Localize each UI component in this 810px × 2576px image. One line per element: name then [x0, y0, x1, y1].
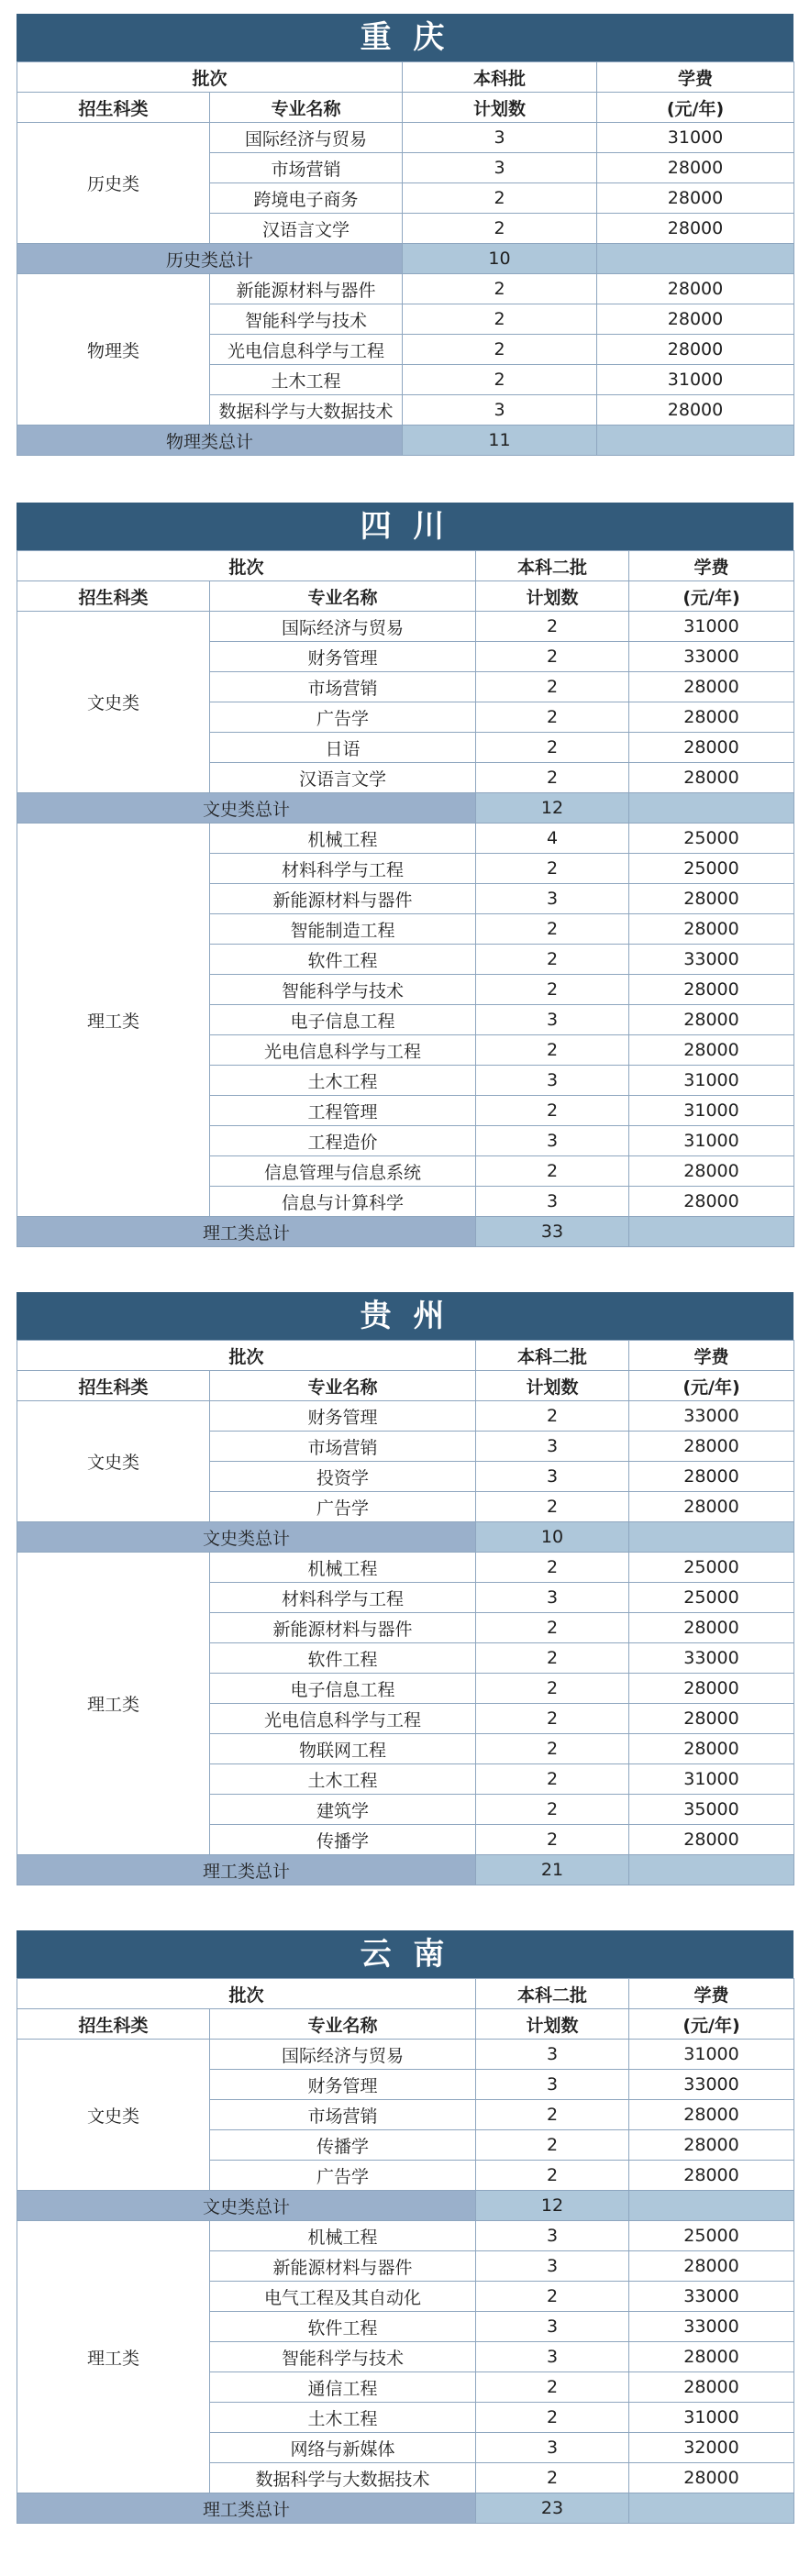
category-cell: 文史类	[17, 612, 210, 793]
major-cell: 新能源材料与器件	[210, 2251, 476, 2282]
plan-cell: 2	[476, 975, 629, 1005]
total-row	[17, 2191, 794, 2221]
fee-cell: 33000	[629, 2070, 794, 2100]
fee-cell: 25000	[629, 854, 794, 884]
total-blank	[629, 2493, 794, 2524]
table-row	[17, 1401, 794, 1432]
major-cell: 电气工程及其自动化	[210, 2282, 476, 2312]
major-cell: 土木工程	[210, 365, 403, 395]
plan-cell: 2	[476, 2403, 629, 2433]
total-count: 23	[476, 2493, 629, 2524]
plan-cell: 2	[476, 945, 629, 975]
major-cell: 电子信息工程	[210, 1005, 476, 1035]
table-row	[17, 123, 794, 153]
plan-cell: 2	[476, 854, 629, 884]
major-header: 专业名称	[210, 1371, 476, 1401]
fee-cell: 28000	[597, 183, 794, 214]
total-label: 理工类总计	[17, 1855, 476, 1885]
major-cell: 汉语言文学	[210, 214, 403, 244]
level-header: 本科二批	[476, 551, 629, 581]
fee-cell: 33000	[629, 2282, 794, 2312]
fee-cell: 28000	[629, 1035, 794, 1066]
major-cell: 投资学	[210, 1462, 476, 1492]
subheader-row	[17, 581, 794, 612]
header-row	[17, 1979, 794, 2009]
plan-cell: 2	[403, 183, 597, 214]
fee-header: 学费	[597, 62, 794, 93]
major-cell: 新能源材料与器件	[210, 274, 403, 304]
category-cell: 文史类	[17, 2040, 210, 2191]
plan-cell: 3	[403, 123, 597, 153]
fee-header: 学费	[629, 551, 794, 581]
fee-cell: 28000	[629, 2463, 794, 2493]
admission-plan-table	[17, 61, 794, 456]
major-cell: 信息管理与信息系统	[210, 1156, 476, 1187]
fee-cell: 28000	[597, 395, 794, 426]
major-cell: 国际经济与贸易	[210, 123, 403, 153]
major-header: 专业名称	[210, 581, 476, 612]
major-cell: 新能源材料与器件	[210, 884, 476, 914]
header-row	[17, 1341, 794, 1371]
category-header: 招生科类	[17, 1371, 210, 1401]
major-cell: 光电信息科学与工程	[210, 1704, 476, 1734]
major-cell: 广告学	[210, 1492, 476, 1522]
table-row	[17, 2221, 794, 2251]
plan-cell: 2	[476, 1096, 629, 1126]
major-cell: 软件工程	[210, 1643, 476, 1674]
major-cell: 市场营销	[210, 2100, 476, 2130]
fee-cell: 31000	[597, 123, 794, 153]
plan-cell: 2	[476, 763, 629, 793]
plan-cell: 2	[476, 642, 629, 672]
major-cell: 机械工程	[210, 1553, 476, 1583]
total-count: 10	[403, 244, 597, 274]
total-count: 21	[476, 1855, 629, 1885]
category-cell: 文史类	[17, 1401, 210, 1522]
fee-cell: 28000	[597, 335, 794, 365]
major-cell: 机械工程	[210, 2221, 476, 2251]
header-row	[17, 551, 794, 581]
fee-unit-header: (元/年)	[629, 2009, 794, 2040]
total-blank	[597, 426, 794, 456]
major-cell: 智能科学与技术	[210, 975, 476, 1005]
table-row	[17, 612, 794, 642]
plan-cell: 2	[476, 2161, 629, 2191]
major-cell: 广告学	[210, 2161, 476, 2191]
fee-cell: 28000	[629, 1492, 794, 1522]
fee-cell: 28000	[597, 274, 794, 304]
total-blank	[629, 2191, 794, 2221]
plan-cell: 2	[476, 612, 629, 642]
fee-cell: 28000	[597, 153, 794, 183]
plan-cell: 2	[476, 1035, 629, 1066]
major-cell: 财务管理	[210, 642, 476, 672]
plan-cell: 2	[476, 1492, 629, 1522]
batch-header: 批次	[17, 1979, 476, 2009]
plan-cell: 2	[476, 1764, 629, 1795]
major-header: 专业名称	[210, 2009, 476, 2040]
total-label: 文史类总计	[17, 793, 476, 824]
fee-cell: 33000	[629, 642, 794, 672]
fee-cell: 28000	[629, 702, 794, 733]
fee-cell: 28000	[629, 2251, 794, 2282]
fee-cell: 28000	[629, 1734, 794, 1764]
plan-cell: 3	[476, 1583, 629, 1613]
total-count: 33	[476, 1217, 629, 1247]
plan-cell: 2	[476, 2463, 629, 2493]
plan-cell: 3	[476, 2040, 629, 2070]
plan-cell: 2	[476, 1401, 629, 1432]
fee-cell: 32000	[629, 2433, 794, 2463]
total-label: 理工类总计	[17, 1217, 476, 1247]
region-title: 云 南	[17, 1930, 793, 1978]
batch-header: 批次	[17, 551, 476, 581]
major-cell: 网络与新媒体	[210, 2433, 476, 2463]
table-row	[17, 2040, 794, 2070]
subheader-row	[17, 1371, 794, 1401]
total-row	[17, 1522, 794, 1553]
fee-cell: 28000	[629, 1187, 794, 1217]
fee-cell: 28000	[629, 733, 794, 763]
plan-cell: 2	[476, 2100, 629, 2130]
fee-cell: 33000	[629, 1401, 794, 1432]
major-cell: 广告学	[210, 702, 476, 733]
admission-plan-table	[17, 550, 794, 1247]
region-section	[17, 1930, 793, 2524]
major-cell: 机械工程	[210, 824, 476, 854]
major-cell: 土木工程	[210, 1764, 476, 1795]
fee-cell: 28000	[629, 1156, 794, 1187]
plan-cell: 3	[476, 1066, 629, 1096]
total-label: 历史类总计	[17, 244, 403, 274]
plan-header: 计划数	[476, 2009, 629, 2040]
plan-cell: 3	[476, 2433, 629, 2463]
major-cell: 工程造价	[210, 1126, 476, 1156]
fee-cell: 25000	[629, 2221, 794, 2251]
total-label: 文史类总计	[17, 2191, 476, 2221]
level-header: 本科批	[403, 62, 597, 93]
region-title: 重 庆	[17, 14, 793, 61]
plan-cell: 2	[403, 365, 597, 395]
category-cell: 理工类	[17, 824, 210, 1217]
plan-header: 计划数	[476, 1371, 629, 1401]
major-cell: 智能制造工程	[210, 914, 476, 945]
fee-cell: 28000	[629, 2130, 794, 2161]
plan-cell: 2	[476, 1734, 629, 1764]
total-label: 理工类总计	[17, 2493, 476, 2524]
category-cell: 理工类	[17, 2221, 210, 2493]
fee-unit-header: (元/年)	[629, 581, 794, 612]
plan-cell: 3	[403, 395, 597, 426]
fee-cell: 25000	[629, 824, 794, 854]
plan-cell: 3	[476, 1005, 629, 1035]
plan-cell: 2	[476, 733, 629, 763]
plan-cell: 3	[476, 1432, 629, 1462]
plan-cell: 2	[476, 2130, 629, 2161]
fee-cell: 31000	[597, 365, 794, 395]
plan-cell: 2	[476, 672, 629, 702]
total-row	[17, 426, 794, 456]
plan-cell: 2	[476, 1795, 629, 1825]
fee-unit-header: (元/年)	[629, 1371, 794, 1401]
region-section	[17, 1292, 793, 1885]
major-cell: 国际经济与贸易	[210, 2040, 476, 2070]
category-header: 招生科类	[17, 581, 210, 612]
admission-plan-table	[17, 1340, 794, 1885]
plan-cell: 2	[476, 1553, 629, 1583]
major-cell: 土木工程	[210, 2403, 476, 2433]
plan-cell: 3	[476, 2221, 629, 2251]
plan-cell: 3	[476, 1187, 629, 1217]
fee-cell: 31000	[629, 2040, 794, 2070]
total-blank	[629, 793, 794, 824]
fee-cell: 28000	[629, 1613, 794, 1643]
major-cell: 跨境电子商务	[210, 183, 403, 214]
batch-header: 批次	[17, 1341, 476, 1371]
major-cell: 市场营销	[210, 672, 476, 702]
fee-cell: 28000	[629, 672, 794, 702]
fee-cell: 31000	[629, 1126, 794, 1156]
fee-cell: 28000	[629, 1825, 794, 1855]
major-header: 专业名称	[210, 93, 403, 123]
table-row	[17, 1553, 794, 1583]
fee-cell: 28000	[629, 1432, 794, 1462]
fee-cell: 28000	[629, 1674, 794, 1704]
region-title: 贵 州	[17, 1292, 793, 1340]
total-row	[17, 793, 794, 824]
fee-cell: 25000	[629, 1583, 794, 1613]
plan-header: 计划数	[403, 93, 597, 123]
plan-cell: 2	[403, 214, 597, 244]
plan-cell: 2	[476, 1613, 629, 1643]
fee-cell: 28000	[629, 2100, 794, 2130]
major-cell: 信息与计算科学	[210, 1187, 476, 1217]
fee-cell: 33000	[629, 2312, 794, 2342]
total-row	[17, 244, 794, 274]
header-row	[17, 62, 794, 93]
category-cell: 理工类	[17, 1553, 210, 1855]
total-label: 文史类总计	[17, 1522, 476, 1553]
region-section	[17, 14, 793, 456]
plan-cell: 2	[476, 1643, 629, 1674]
fee-cell: 28000	[629, 884, 794, 914]
fee-header: 学费	[629, 1341, 794, 1371]
fee-cell: 35000	[629, 1795, 794, 1825]
major-cell: 光电信息科学与工程	[210, 335, 403, 365]
major-cell: 传播学	[210, 2130, 476, 2161]
fee-header: 学费	[629, 1979, 794, 2009]
major-cell: 智能科学与技术	[210, 304, 403, 335]
major-cell: 土木工程	[210, 1066, 476, 1096]
total-row	[17, 1855, 794, 1885]
plan-cell: 3	[476, 1462, 629, 1492]
plan-cell: 2	[476, 1825, 629, 1855]
major-cell: 国际经济与贸易	[210, 612, 476, 642]
plan-cell: 2	[403, 335, 597, 365]
batch-header: 批次	[17, 62, 403, 93]
major-cell: 市场营销	[210, 153, 403, 183]
total-count: 10	[476, 1522, 629, 1553]
total-blank	[597, 244, 794, 274]
subheader-row	[17, 93, 794, 123]
plan-cell: 2	[476, 914, 629, 945]
plan-cell: 2	[476, 1704, 629, 1734]
plan-cell: 3	[403, 153, 597, 183]
category-header: 招生科类	[17, 2009, 210, 2040]
plan-cell: 2	[403, 274, 597, 304]
plan-cell: 2	[476, 1674, 629, 1704]
category-cell: 物理类	[17, 274, 210, 426]
fee-cell: 28000	[629, 975, 794, 1005]
plan-cell: 3	[476, 2070, 629, 2100]
fee-cell: 28000	[629, 2161, 794, 2191]
total-label: 物理类总计	[17, 426, 403, 456]
fee-cell: 31000	[629, 1096, 794, 1126]
fee-cell: 28000	[597, 214, 794, 244]
fee-cell: 28000	[629, 763, 794, 793]
major-cell: 物联网工程	[210, 1734, 476, 1764]
category-cell: 历史类	[17, 123, 210, 244]
region-section	[17, 503, 793, 1247]
fee-cell: 28000	[597, 304, 794, 335]
total-blank	[629, 1217, 794, 1247]
major-cell: 智能科学与技术	[210, 2342, 476, 2372]
fee-cell: 31000	[629, 612, 794, 642]
major-cell: 光电信息科学与工程	[210, 1035, 476, 1066]
major-cell: 电子信息工程	[210, 1674, 476, 1704]
table-row	[17, 824, 794, 854]
fee-cell: 25000	[629, 1553, 794, 1583]
admission-plan-table	[17, 1978, 794, 2524]
level-header: 本科二批	[476, 1341, 629, 1371]
category-header: 招生科类	[17, 93, 210, 123]
major-cell: 传播学	[210, 1825, 476, 1855]
total-blank	[629, 1522, 794, 1553]
major-cell: 材料科学与工程	[210, 854, 476, 884]
fee-cell: 28000	[629, 1704, 794, 1734]
major-cell: 建筑学	[210, 1795, 476, 1825]
fee-cell: 28000	[629, 1462, 794, 1492]
fee-cell: 28000	[629, 2372, 794, 2403]
total-count: 11	[403, 426, 597, 456]
plan-cell: 2	[476, 702, 629, 733]
major-cell: 数据科学与大数据技术	[210, 2463, 476, 2493]
major-cell: 日语	[210, 733, 476, 763]
major-cell: 软件工程	[210, 2312, 476, 2342]
plan-cell: 2	[476, 2282, 629, 2312]
region-title: 四 川	[17, 503, 793, 550]
total-row	[17, 1217, 794, 1247]
major-cell: 通信工程	[210, 2372, 476, 2403]
plan-cell: 4	[476, 824, 629, 854]
major-cell: 汉语言文学	[210, 763, 476, 793]
major-cell: 材料科学与工程	[210, 1583, 476, 1613]
major-cell: 财务管理	[210, 2070, 476, 2100]
major-cell: 软件工程	[210, 945, 476, 975]
plan-cell: 3	[476, 2342, 629, 2372]
fee-cell: 28000	[629, 1005, 794, 1035]
major-cell: 市场营销	[210, 1432, 476, 1462]
major-cell: 财务管理	[210, 1401, 476, 1432]
plan-cell: 2	[476, 2372, 629, 2403]
level-header: 本科二批	[476, 1979, 629, 2009]
plan-cell: 3	[476, 2251, 629, 2282]
fee-cell: 28000	[629, 2342, 794, 2372]
plan-header: 计划数	[476, 581, 629, 612]
major-cell: 数据科学与大数据技术	[210, 395, 403, 426]
major-cell: 工程管理	[210, 1096, 476, 1126]
fee-cell: 31000	[629, 1066, 794, 1096]
fee-cell: 33000	[629, 945, 794, 975]
fee-cell: 31000	[629, 1764, 794, 1795]
total-count: 12	[476, 793, 629, 824]
plan-cell: 2	[403, 304, 597, 335]
fee-cell: 28000	[629, 914, 794, 945]
fee-cell: 33000	[629, 1643, 794, 1674]
total-blank	[629, 1855, 794, 1885]
plan-cell: 2	[476, 1156, 629, 1187]
major-cell: 新能源材料与器件	[210, 1613, 476, 1643]
plan-cell: 3	[476, 884, 629, 914]
subheader-row	[17, 2009, 794, 2040]
total-count: 12	[476, 2191, 629, 2221]
plan-cell: 3	[476, 1126, 629, 1156]
plan-cell: 3	[476, 2312, 629, 2342]
table-row	[17, 274, 794, 304]
total-row	[17, 2493, 794, 2524]
fee-unit-header: (元/年)	[597, 93, 794, 123]
fee-cell: 31000	[629, 2403, 794, 2433]
